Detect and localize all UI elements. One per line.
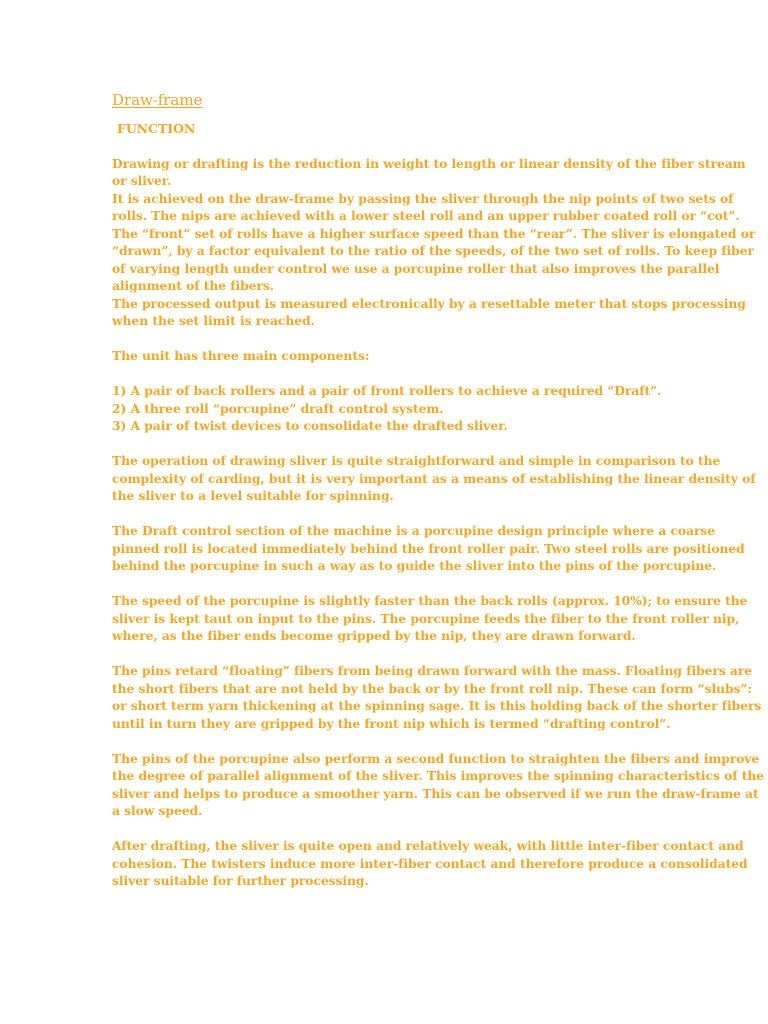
document-body: [112, 90, 764, 907]
list-item: 2) A three roll “porcupine” draft control system.: [112, 400, 444, 416]
paragraph-draft-control: The Draft control section of the machine is a porcupine design principle where a coarse pinned roll is located immediately behind the front roller pair. Two steel rolls are positioned behind the porcupine in such a way as to guide the sliver into the pins of the porcupine.: [112, 523, 745, 573]
intro-sentence-2: It is achieved on the draw-frame by passing the sliver through the nip points of two sets of rolls. The nips are achieved with a lower steel roll and an upper rubber coated roll or “cot”. The “front” set of rolls have a higher surface speed than the “rear”. The sliver is elongated or “drawn”, by a factor equivalent to the ratio of the speeds, of the two set of rolls. To keep fiber of varying length under control we use a porcupine roller that also improves the parallel alignment of the fibers.: [112, 190, 756, 293]
paragraph-after-drafting: After drafting, the sliver is quite open and relatively weak, with little inter-fiber contact and cohesion. The twisters induce more inter-fiber contact and therefore produce a consolidated sliver suitable for further processing.: [112, 838, 748, 888]
intro-sentence-1: Drawing or drafting is the reduction in weight to length or linear density of the fiber stream or sliver.: [112, 155, 746, 188]
intro-sentence-3: The processed output is measured electronically by a resettable meter that stops processing when the set limit is reached.: [112, 295, 746, 328]
list-item: 3) A pair of twist devices to consolidate the drafted sliver.: [112, 418, 508, 433]
paragraph-pins: The pins retard “floating” fibers from being drawn forward with the mass. Floating fibers are the short fibers that are not held by the back or by the front roll nip. These can form “slubs”: or short term yarn thickening at the spinning sage. It is this holding back of the shorter fibers until in turn they are gripped by the front nip which is termed “drafting control”.: [112, 663, 762, 731]
paragraph-operation: The operation of drawing sliver is quite straightforward and simple in comparison to the complexity of carding, but it is very important as a means of establishing the linear density of the sliver to a level suitable for spinning.: [112, 453, 756, 503]
section-heading: FUNCTION: [117, 121, 196, 136]
components-list: [112, 382, 764, 435]
paragraph-intro: [112, 155, 764, 330]
list-item: 1) A pair of back rollers and a pair of front rollers to achieve a required “Draft”.: [112, 383, 662, 398]
paragraph-second-function: The pins of the porcupine also perform a second function to straighten the fibers and improve the degree of parallel alignment of the sliver. This improves the spinning characteristics of the sliver and helps to produce a smoother yarn. This can be observed if we run the draw-frame at a slow speed.: [112, 750, 764, 818]
components-intro: The unit has three main components:: [112, 348, 370, 363]
document-title: Draw-frame: [112, 91, 203, 109]
paragraph-speed: The speed of the porcupine is slightly faster than the back rolls (approx. 10%); to ensure the sliver is kept taut on input to the pins. The porcupine feeds the fiber to the front roller nip, where, as the fiber ends become gripped by the nip, they are drawn forward.: [112, 593, 748, 643]
